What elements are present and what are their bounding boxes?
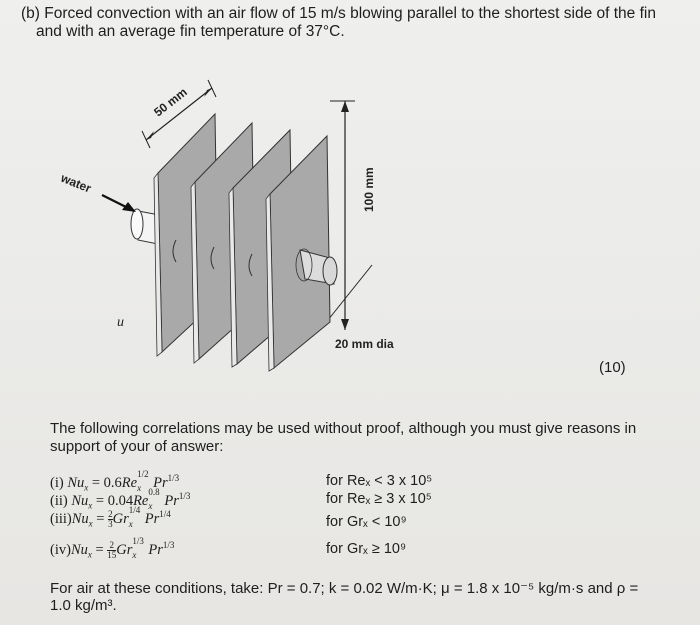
correlation-1: (i) $Nu_x = 0.6Re_x$ 1/2 $Pr^{1/3}$ [50, 468, 180, 493]
correlations-intro-line-2: support of your of answer: [50, 438, 224, 455]
condition-3: for Grₓ < 10⁹ [326, 514, 407, 530]
velocity-label: u [117, 315, 124, 330]
correlation-2: (ii) $Nu_x = 0.04Re_x$ 0.8 $Pr^{1/3}$ [50, 486, 191, 511]
height-label: 100 mm [362, 167, 376, 212]
air-properties-line-1: For air at these conditions, take: Pr = 0.7; k = 0.02 W/m·K; μ = 1.8 x 10⁻⁵ kg/m·s and ρ = [50, 580, 639, 597]
water-label: water [58, 170, 94, 196]
marks: (10) [599, 359, 626, 376]
correlation-3-label: (iii) [50, 510, 72, 527]
width-label: 50 mm [151, 84, 190, 120]
correlations-intro-line-1: The following correlations may be used without proof, although you must give reasons in [50, 420, 637, 437]
question-line-2: and with an average fin temperature of 37°C. [36, 23, 345, 40]
correlation-4-label: (iv) [50, 541, 71, 558]
question-line-1: (b) Forced convection with an air flow of 15 m/s blowing parallel to the shortest side of the fin [21, 5, 656, 22]
correlation-4: $(iv)Nu_x$ = $\frac{2}{15}$ $Gr_x$ 1/3 $Pr^{1/3}$ [50, 535, 175, 560]
correlation-1-label: (i) [50, 474, 64, 491]
air-properties-line-2: 1.0 kg/m³. [50, 597, 117, 614]
condition-4: for Grₓ ≥ 10⁹ [326, 541, 407, 557]
correlation-3: $(iii)Nu_x$ = $\frac{2}{3}$ $Gr_x$ 1/4 $Pr^{1/4}$ [50, 504, 171, 529]
correlation-2-label: (ii) [50, 492, 68, 509]
diameter-label: 20 mm dia [335, 337, 394, 351]
condition-2: for Reₓ ≥ 3 x 10⁵ [326, 491, 432, 507]
condition-1: for Reₓ < 3 x 10⁵ [326, 473, 433, 489]
water-arrow [102, 195, 136, 212]
